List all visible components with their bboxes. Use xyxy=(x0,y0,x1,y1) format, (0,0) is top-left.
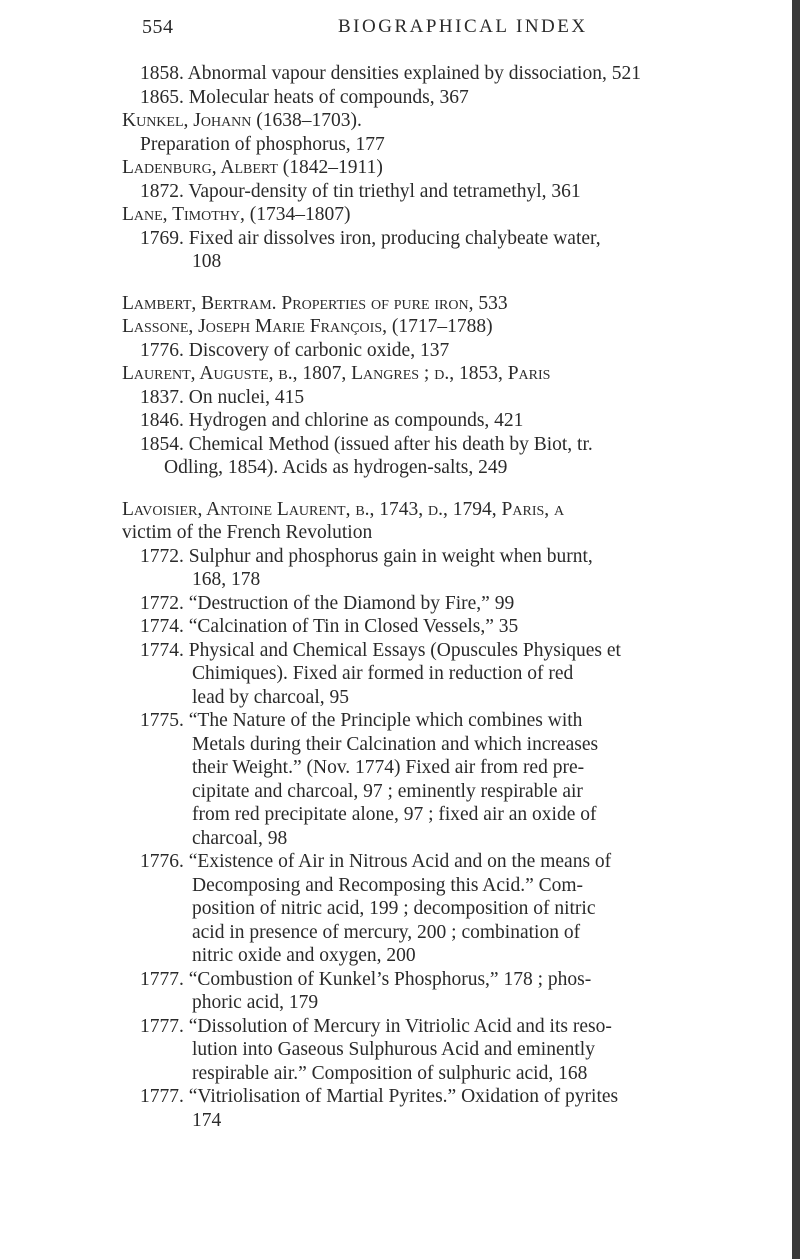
entry-continuation: Decomposing and Recomposing this Acid.” Com- xyxy=(192,874,584,896)
entry-continuation: 168, 178 xyxy=(192,569,261,590)
entry-line: 1837. On nuclei, 415 xyxy=(140,386,305,408)
entry-line: 1846. Hydrogen and chlorine as compounds, 421 xyxy=(140,410,524,431)
entry-continuation: Chimiques). Fixed air formed in reduction of red xyxy=(192,663,574,684)
entry-line: 1769. Fixed air dissolves iron, producing chalybeate water, xyxy=(140,227,601,249)
entry-line: 1854. Chemical Method (issued after his death by Biot, tr. xyxy=(140,433,593,455)
page-edge xyxy=(792,0,800,1259)
entry-continuation: lution into Gaseous Sulphurous Acid and eminently xyxy=(192,1039,595,1060)
entry-continuation: 108 xyxy=(192,251,222,272)
page-header xyxy=(142,16,742,46)
entry-line: 1777. “Vitriolisation of Martial Pyrites.” Oxidation of pyrites xyxy=(140,1086,619,1107)
entry-continuation: Metals during their Calcination and which increases xyxy=(192,733,599,755)
entry-line: 1872. Vapour-density of tin triethyl and tetramethyl, 361 xyxy=(140,180,581,202)
entry-continuation: victim of the French Revolution xyxy=(122,522,373,543)
running-title: BIOGRAPHICAL INDEX xyxy=(338,16,588,37)
entry-line: 1865. Molecular heats of compounds, 367 xyxy=(140,86,469,108)
entry-line: 1772. “Destruction of the Diamond by Fire,” 99 xyxy=(140,592,515,614)
index-heading: Lane, Timothy, (1734–1807) xyxy=(122,204,351,225)
entry-line: 1776. “Existence of Air in Nitrous Acid and on the means of xyxy=(140,851,612,872)
index-heading: Laurent, Auguste, b., 1807, Langres ; d., 1853, Paris xyxy=(122,363,551,384)
index-heading: Ladenburg, Albert (1842–1911) xyxy=(122,157,383,178)
entry-line: 1858. Abnormal vapour densities explained by dissociation, 521 xyxy=(140,63,641,84)
entry-continuation: 174 xyxy=(192,1109,222,1131)
entry-continuation: their Weight.” (Nov. 1774) Fixed air from red pre- xyxy=(192,757,585,778)
entry-line: 1776. Discovery of carbonic oxide, 137 xyxy=(140,339,450,361)
entry-line: 1777. “Combustion of Kunkel’s Phosphorus,” 178 ; phos- xyxy=(140,968,592,990)
entry-continuation: from red precipitate alone, 97 ; fixed air an oxide of xyxy=(192,804,597,825)
entry-line: Preparation of phosphorus, 177 xyxy=(140,133,385,155)
entry-line: 1774. Physical and Chemical Essays (Opuscules Physiques et xyxy=(140,639,621,661)
entry-continuation: acid in presence of mercury, 200 ; combination of xyxy=(192,921,581,943)
entry-line: 1774. “Calcination of Tin in Closed Vessels,” 35 xyxy=(140,616,519,637)
entry-continuation: nitric oxide and oxygen, 200 xyxy=(192,945,416,966)
index-heading: Lassone, Joseph Marie François, (1717–1788) xyxy=(122,316,493,337)
page-number: 554 xyxy=(142,16,174,38)
entry-line: 1775. “The Nature of the Principle which combines with xyxy=(140,710,583,731)
entry-continuation: phoric acid, 179 xyxy=(192,992,319,1013)
entry-line: 1777. “Dissolution of Mercury in Vitriolic Acid and its reso- xyxy=(140,1015,612,1037)
entry-continuation: charcoal, 98 xyxy=(192,827,288,849)
entry-continuation: position of nitric acid, 199 ; decomposition of nitric xyxy=(192,898,596,919)
entry-continuation: cipitate and charcoal, 97 ; eminently respirable air xyxy=(192,780,583,802)
index-heading: Kunkel, Johann (1638–1703). xyxy=(122,110,362,131)
index-heading: Lambert, Bertram. Properties of pure iron, 533 xyxy=(122,292,508,314)
entry-continuation: Odling, 1854). Acids as hydrogen-salts, 249 xyxy=(164,457,508,478)
entry-continuation: respirable air.” Composition of sulphuric acid, 168 xyxy=(192,1062,588,1084)
entry-continuation: lead by charcoal, 95 xyxy=(192,686,350,708)
index-body xyxy=(122,62,682,1132)
entry-line: 1772. Sulphur and phosphorus gain in weight when burnt, xyxy=(140,545,593,567)
index-heading: Lavoisier, Antoine Laurent, b., 1743, d., 1794, Paris, a xyxy=(122,498,565,520)
